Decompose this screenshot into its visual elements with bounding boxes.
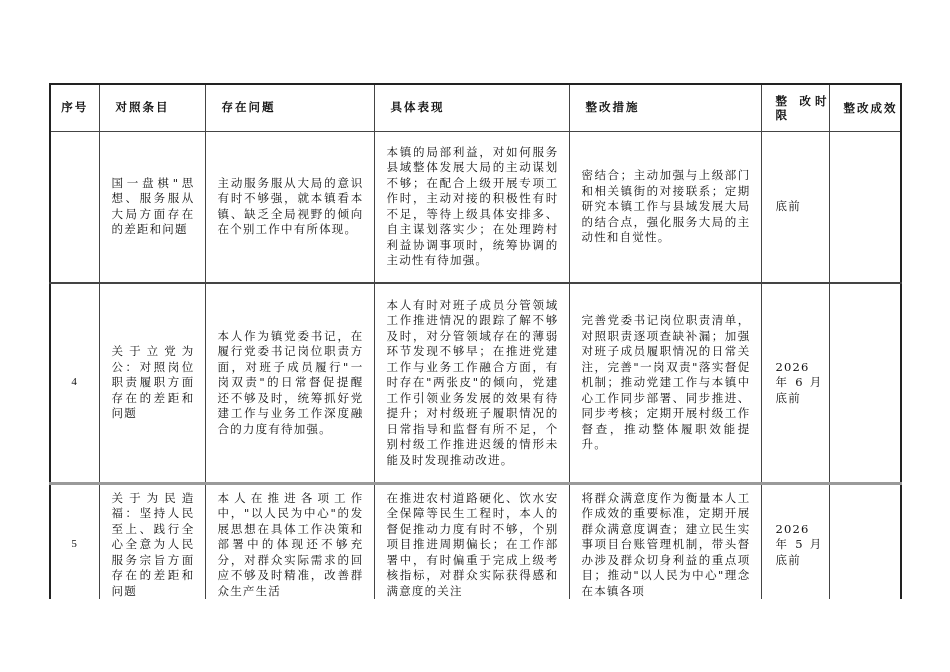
table-row (50, 283, 901, 483)
cell-item: 关于立党为公：对照岗位职责履职方面存在的差距和问题 (99, 283, 205, 483)
table-row (50, 483, 901, 599)
header-result: 整改成效 (829, 84, 901, 131)
cell-measure: 密结合；主动加强与上级部门和相关镇街的对接联系；定期研究本镇工作与县域发展大局的结合点，强化服务大局的主动性和自觉性。 (569, 131, 761, 283)
cell-measure: 完善党委书记岗位职责清单，对照职责逐项查缺补漏；加强对班子成员履职情况的日常关注，完善"一岗双责"落实督促机制；推动党建工作与本镇中心工作同步部署、同步推进、同步考核；定期开展村级工作督查，推动整体履职效能提升。 (569, 283, 761, 483)
table-row (50, 131, 901, 283)
header-deadline: 整 改时限 (761, 84, 829, 131)
cell-deadline: 底前 (761, 131, 829, 283)
cell-problem: 主动服务服从大局的意识有时不够强，就本镇看本镇、缺乏全局视野的倾向在个别工作中有所体现。 (205, 131, 374, 283)
table-header-row (50, 84, 901, 131)
cell-seq (50, 131, 99, 283)
cell-result (829, 283, 901, 483)
cell-seq: 5 (50, 483, 99, 599)
cell-detail: 本镇的局部利益，对如何服务县域整体发展大局的主动谋划不够；在配合上级开展专项工作时，主动对接的积极性有时不足，等待上级具体安排多、自主谋划落实少；在处理跨村利益协调事项时，统筹协调的主动性有待加强。 (374, 131, 569, 283)
cell-problem: 本人作为镇党委书记，在履行党委书记岗位职责方面，对班子成员履行"一岗双责"的日常督促提醒还不够及时，统筹抓好党建工作与业务工作深度融合的力度有待加强。 (205, 283, 374, 483)
cell-result (829, 131, 901, 283)
cell-detail: 在推进农村道路硬化、饮水安全保障等民生工程时，本人的督促推动力度有时不够，个别项目推进周期偏长；在工作部署中，有时偏重于完成上级考核指标，对群众实际获得感和满意度的关注 (374, 483, 569, 599)
header-detail: 具体表现 (374, 84, 569, 131)
header-measure: 整改措施 (569, 84, 761, 131)
cell-seq: 4 (50, 283, 99, 483)
header-item: 对照条目 (99, 84, 205, 131)
cell-detail: 本人有时对班子成员分管领域工作推进情况的跟踪了解不够及时，对分管领域存在的薄弱环节发现不够早；在推进党建工作与业务工作融合方面，有时存在"两张皮"的倾向，党建工作引领业务发展的效果有待提升；对村级班子履职情况的日常指导和监督有所不足，个别村级工作推进迟缓的情形未能及时发现推动改进。 (374, 283, 569, 483)
cell-deadline: 2026 年 6 月底前 (761, 283, 829, 483)
header-seq: 序号 (50, 84, 99, 131)
cell-result (829, 483, 901, 599)
rectification-table (49, 83, 902, 599)
cell-item: 国一盘棋"思想、服务服从大局方面存在的差距和问题 (99, 131, 205, 283)
cell-deadline: 2026 年 5 月底前 (761, 483, 829, 599)
cell-measure: 将群众满意度作为衡量本人工作成效的重要标准，定期开展群众满意度调查；建立民生实事项目台账管理机制，带头督办涉及群众切身利益的重点项目；推动"以人民为中心"理念在本镇各项 (569, 483, 761, 599)
cell-item: 关于为民造福：坚持人民至上、践行全心全意为人民服务宗旨方面存在的差距和问题 (99, 483, 205, 599)
cell-problem: 本人在推进各项工作中，"以人民为中心"的发展思想在具体工作决策和部署中的体现还不够充分，对群众实际需求的回应不够及时精准，改善群众生产生活 (205, 483, 374, 599)
header-problem: 存在问题 (205, 84, 374, 131)
